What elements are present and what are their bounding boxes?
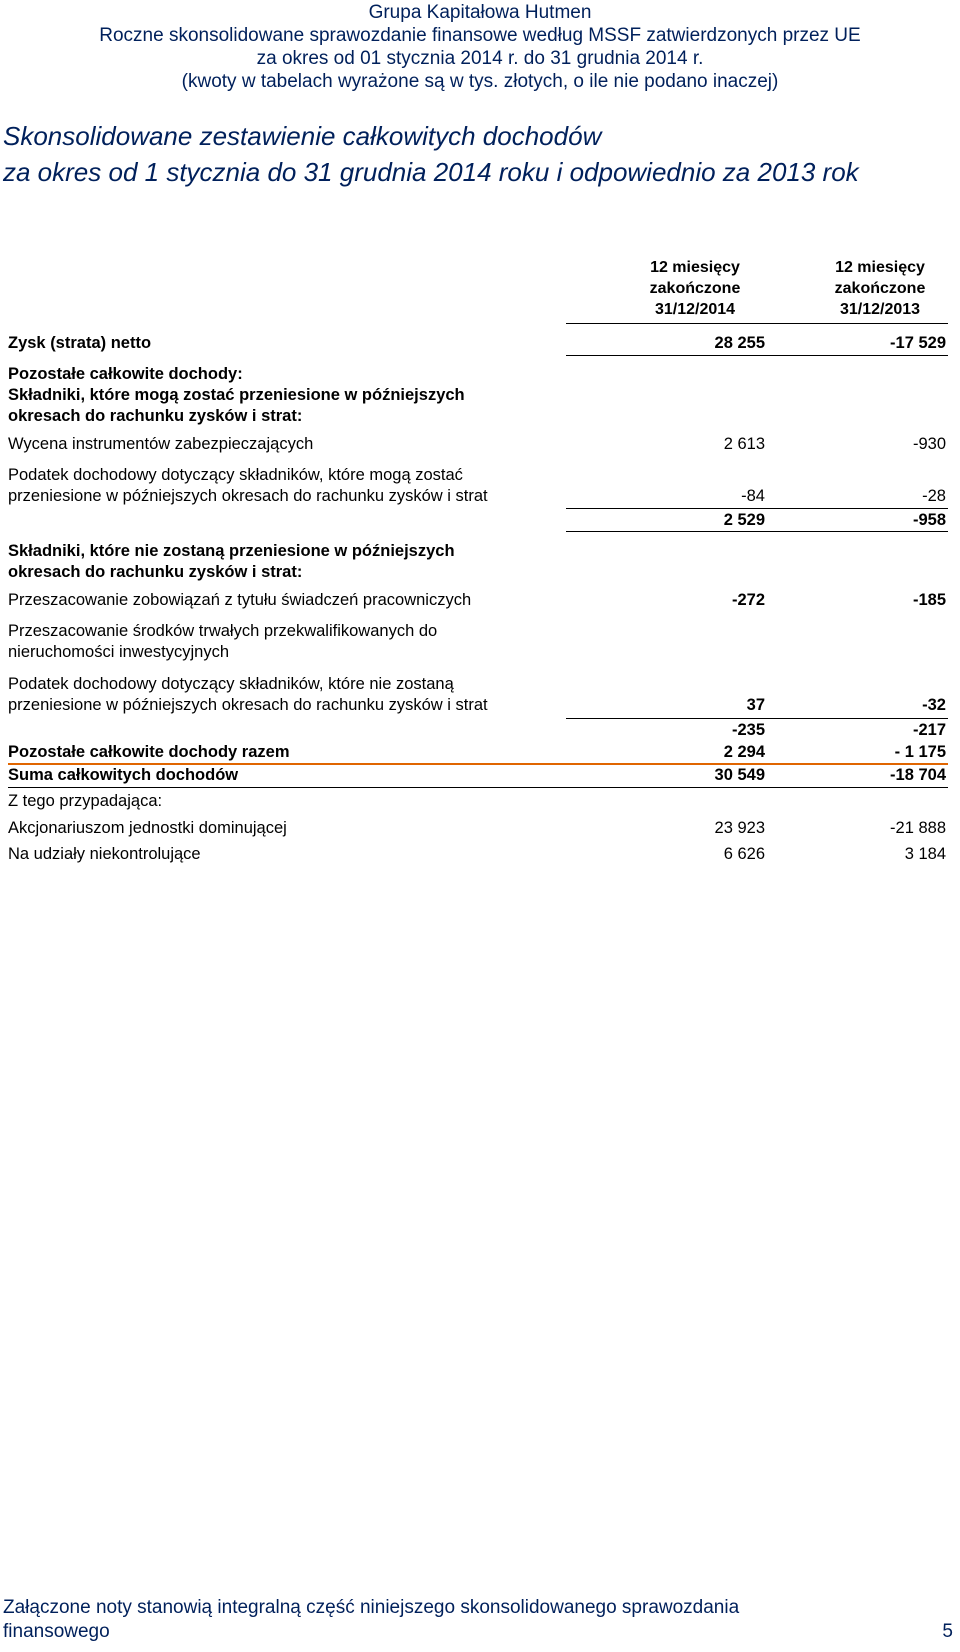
value-2013: -185 [912,591,946,609]
footer-note-cont: finansowego [3,1621,110,1642]
value-2013: - 1 175 [894,743,946,761]
amounts-note: (kwoty w tabelach wyrażone są w tys. złotych, o ile nie podano inaczej) [181,71,779,92]
statement-subtitle: za okres od 1 stycznia do 31 grudnia 2014 roku i odpowiednio za 2013 rok [3,157,859,187]
value-2013: -217 [912,721,946,739]
value-2013: -28 [922,487,946,505]
row-label: przeniesione w późniejszych okresach do rachunku zysków i strat [8,696,488,714]
row-label: okresach do rachunku zysków i strat: [8,563,303,581]
column-header-line: zakończone [834,280,926,297]
row-label: Podatek dochodowy dotyczący składników, które nie zostaną [8,675,454,693]
report-period: za okres od 01 stycznia 2014 r. do 31 grudnia 2014 r. [256,48,704,69]
value-2014: 23 923 [714,819,765,837]
column-header-2014 [630,257,760,320]
total-rule [8,787,948,788]
column-header-2013 [815,257,945,320]
footer-note: Załączone noty stanowią integralną część niniejszego skonsolidowanego sprawozdania [3,1597,740,1618]
value-2014: -272 [731,591,765,609]
row-label: Pozostałe całkowite dochody: [8,365,243,383]
row-label: Pozostałe całkowite dochody razem [8,743,290,761]
row-label: nieruchomości inwestycyjnych [8,643,230,661]
column-header-line: 31/12/2013 [839,301,921,318]
value-2013: -17 529 [890,334,946,352]
value-2014: 2 529 [723,511,765,529]
row-label: Przeszacowanie środków trwałych przekwalifikowanych do [8,622,438,640]
row-rule [566,508,948,509]
value-2014: 2 613 [723,435,765,453]
value-2013: 3 184 [904,845,946,863]
row-label: okresach do rachunku zysków i strat: [8,407,303,425]
row-label: Składniki, które mogą zostać przeniesione w późniejszych [8,386,465,404]
document-header [0,0,960,93]
row-rule [566,355,948,356]
row-rule [566,718,948,719]
value-2014: 6 626 [723,845,765,863]
value-2013: -930 [912,435,946,453]
row-label: Podatek dochodowy dotyczący składników, które mogą zostać [8,466,463,484]
column-header-line: 12 miesięcy [650,259,740,276]
value-2013: -958 [912,511,946,529]
value-2013: -18 704 [890,766,946,784]
value-2014: 37 [746,696,765,714]
company-name: Grupa Kapitałowa Hutmen [368,2,592,23]
row-label: Akcjonariuszom jednostki dominującej [8,819,287,837]
row-label: Na udziały niekontrolujące [8,845,201,863]
column-header-line: 31/12/2014 [654,301,736,318]
row-label: Wycena instrumentów zabezpieczających [8,435,314,453]
value-2014: 2 294 [723,743,765,761]
value-2013: -21 888 [890,819,946,837]
document-footer [3,1596,953,1644]
value-2014: 28 255 [714,334,765,352]
row-label: Z tego przypadająca: [8,792,163,810]
row-label: Zysk (strata) netto [8,334,152,352]
column-header-line: zakończone [649,280,741,297]
value-2014: -235 [731,721,765,739]
page-number: 5 [942,1621,953,1642]
column-header-underline [566,323,760,324]
value-2013: -32 [922,696,946,714]
column-header-underline [760,323,948,324]
row-rule [566,531,948,532]
value-2014: -84 [741,487,765,505]
row-label: Suma całkowitych dochodów [8,766,239,784]
row-label: Składniki, które nie zostaną przeniesione w późniejszych [8,542,455,560]
row-label: Przeszacowanie zobowiązań z tytułu świadczeń pracowniczych [8,591,472,609]
statement-title: Skonsolidowane zestawienie całkowitych dochodów [3,121,602,151]
value-2014: 30 549 [714,766,765,784]
row-label: przeniesione w późniejszych okresach do rachunku zysków i strat [8,487,488,505]
report-name: Roczne skonsolidowane sprawozdanie finansowe według MSSF zatwierdzonych przez UE [99,25,861,46]
column-header-line: 12 miesięcy [835,259,925,276]
